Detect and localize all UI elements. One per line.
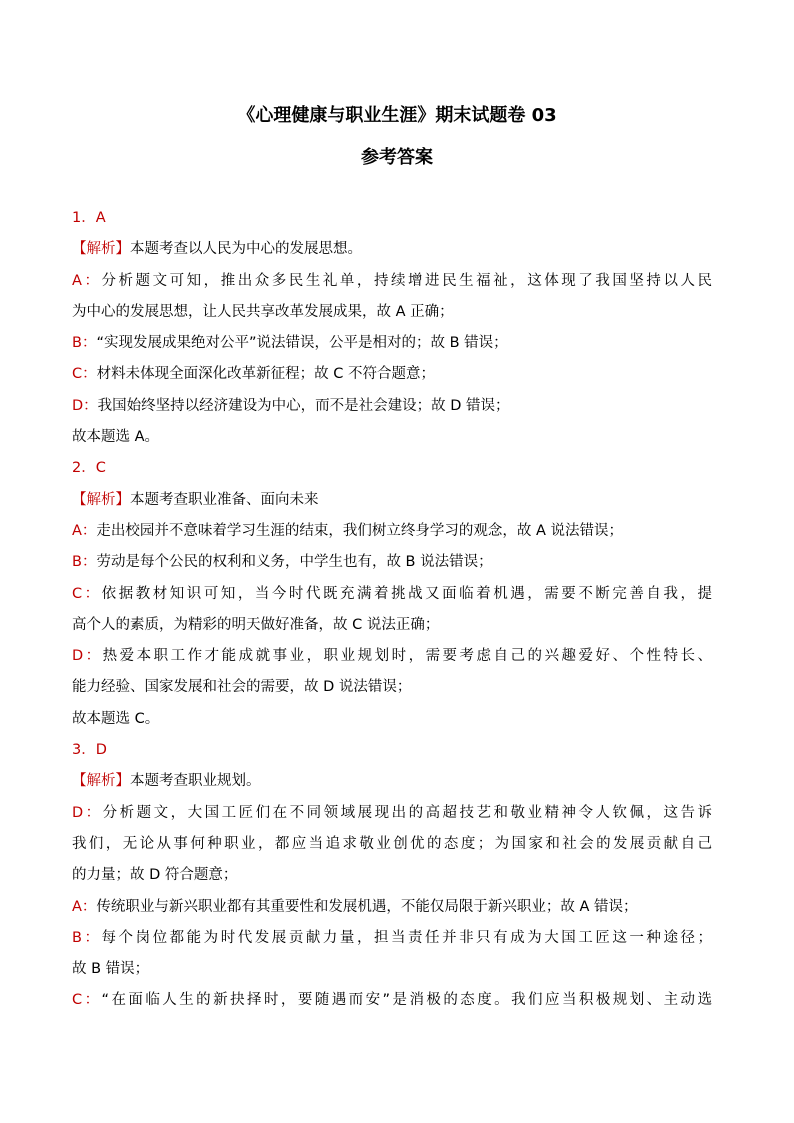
text-line bbox=[72, 422, 712, 453]
answer-text: 本题考查职业准备、面向未来 bbox=[130, 491, 319, 508]
text-line bbox=[72, 266, 712, 297]
answer-text: 材料未体现全面深化改革新征程；故 C 不符合题意； bbox=[96, 366, 435, 383]
text-line bbox=[72, 453, 712, 484]
text-line bbox=[72, 798, 712, 829]
text-line bbox=[72, 610, 712, 641]
text-line bbox=[72, 860, 712, 891]
text-line bbox=[72, 672, 712, 703]
answer-content bbox=[72, 203, 712, 1017]
text-line bbox=[72, 829, 712, 860]
answer-text: “在面临人生的新抉择时，要随遇而安”是消极的态度。我们应当积极规划、主动选 bbox=[101, 992, 712, 1009]
answer-marker: 【解析】 bbox=[72, 491, 130, 508]
answer-marker: D： bbox=[72, 397, 98, 414]
answer-text: 本题考查以人民为中心的发展思想。 bbox=[130, 241, 362, 258]
answer-text: 每个岗位都能为时代发展贡献力量，担当责任并非只有成为大国工匠这一种途径； bbox=[101, 929, 712, 946]
text-line bbox=[72, 985, 712, 1016]
answer-marker: C： bbox=[72, 992, 102, 1009]
answer-marker: 2．C bbox=[72, 460, 106, 477]
answer-marker: 1．A bbox=[72, 210, 106, 226]
text-line bbox=[72, 516, 712, 547]
answer-text: 故 B 错误； bbox=[72, 961, 150, 978]
text-line bbox=[72, 735, 712, 766]
text-line bbox=[72, 485, 712, 516]
answer-marker: A： bbox=[72, 522, 97, 539]
text-line bbox=[72, 234, 712, 265]
text-line bbox=[72, 954, 712, 985]
answer-text: 本题考查职业规划。 bbox=[130, 773, 261, 790]
text-line bbox=[72, 328, 712, 359]
document-title: 《心理健康与职业生涯》期末试题卷 03 bbox=[237, 105, 557, 126]
answer-marker: 【解析】 bbox=[72, 241, 130, 258]
answer-text: 能力经验、国家发展和社会的需要，故 D 说法错误； bbox=[72, 679, 412, 696]
answer-marker: C： bbox=[72, 366, 97, 383]
text-line bbox=[72, 203, 712, 234]
text-line bbox=[72, 547, 712, 578]
answer-marker: B： bbox=[72, 335, 97, 352]
answer-text: 分析题文可知，推出众多民生礼单，持续增进民生福祉，这体现了我国坚持以人民 bbox=[101, 272, 712, 289]
answer-marker: D： bbox=[72, 648, 103, 665]
answer-marker: A： bbox=[72, 272, 102, 289]
answer-text: 的力量；故 D 符合题意； bbox=[72, 867, 238, 884]
answer-marker: C： bbox=[72, 585, 102, 602]
text-line bbox=[72, 766, 712, 797]
answer-marker: D： bbox=[72, 804, 103, 821]
answer-marker: 【解析】 bbox=[72, 773, 130, 790]
text-line bbox=[72, 892, 712, 923]
answer-text: 劳动是每个公民的权利和义务，中学生也有，故 B 说法错误； bbox=[96, 554, 493, 571]
answer-text: 热爱本职工作才能成就事业，职业规划时，需要考虑自己的兴趣爱好、个性特长、 bbox=[102, 648, 712, 665]
text-line bbox=[72, 704, 712, 735]
answer-text: 走出校园并不意味着学习生涯的结束，我们树立终身学习的观念，故 A 说法错误； bbox=[96, 522, 624, 539]
answer-text: 为中心的发展思想，让人民共享改革发展成果，故 A 正确； bbox=[72, 303, 454, 320]
answer-text: 传统职业与新兴职业都有其重要性和发展机遇，不能仅局限于新兴职业；故 A 错误； bbox=[96, 898, 638, 915]
answer-marker: B： bbox=[72, 929, 102, 946]
answer-text: 我们，无论从事何种职业，都应当追求敬业创优的态度；为国家和社会的发展贡献自己 bbox=[72, 835, 712, 852]
answer-text: 故本题选 A。 bbox=[72, 429, 160, 446]
text-line bbox=[72, 579, 712, 610]
answer-marker: B： bbox=[72, 554, 97, 571]
text-line bbox=[72, 641, 712, 672]
text-line bbox=[72, 359, 712, 390]
answer-text: 我国始终坚持以经济建设为中心，而不是社会建设；故 D 错误； bbox=[97, 397, 510, 414]
answer-marker: A： bbox=[72, 898, 97, 915]
answer-text: “实现发展成果绝对公平”说法错误，公平是相对的；故 B 错误； bbox=[96, 335, 508, 352]
document-subtitle: 参考答案 bbox=[361, 147, 433, 168]
text-line bbox=[72, 391, 712, 422]
answer-text: 高个人的素质，为精彩的明天做好准备，故 C 说法正确； bbox=[72, 616, 440, 633]
text-line bbox=[72, 923, 712, 954]
answer-text: 故本题选 C。 bbox=[72, 710, 160, 727]
text-line bbox=[72, 297, 712, 328]
answer-marker: 3．D bbox=[72, 742, 107, 759]
answer-text: 依据教材知识可知，当今时代既充满着挑战又面临着机遇，需要不断完善自我，提 bbox=[101, 585, 712, 602]
answer-text: 分析题文，大国工匠们在不同领域展现出的高超技艺和敬业精神令人钦佩，这告诉 bbox=[102, 804, 712, 821]
